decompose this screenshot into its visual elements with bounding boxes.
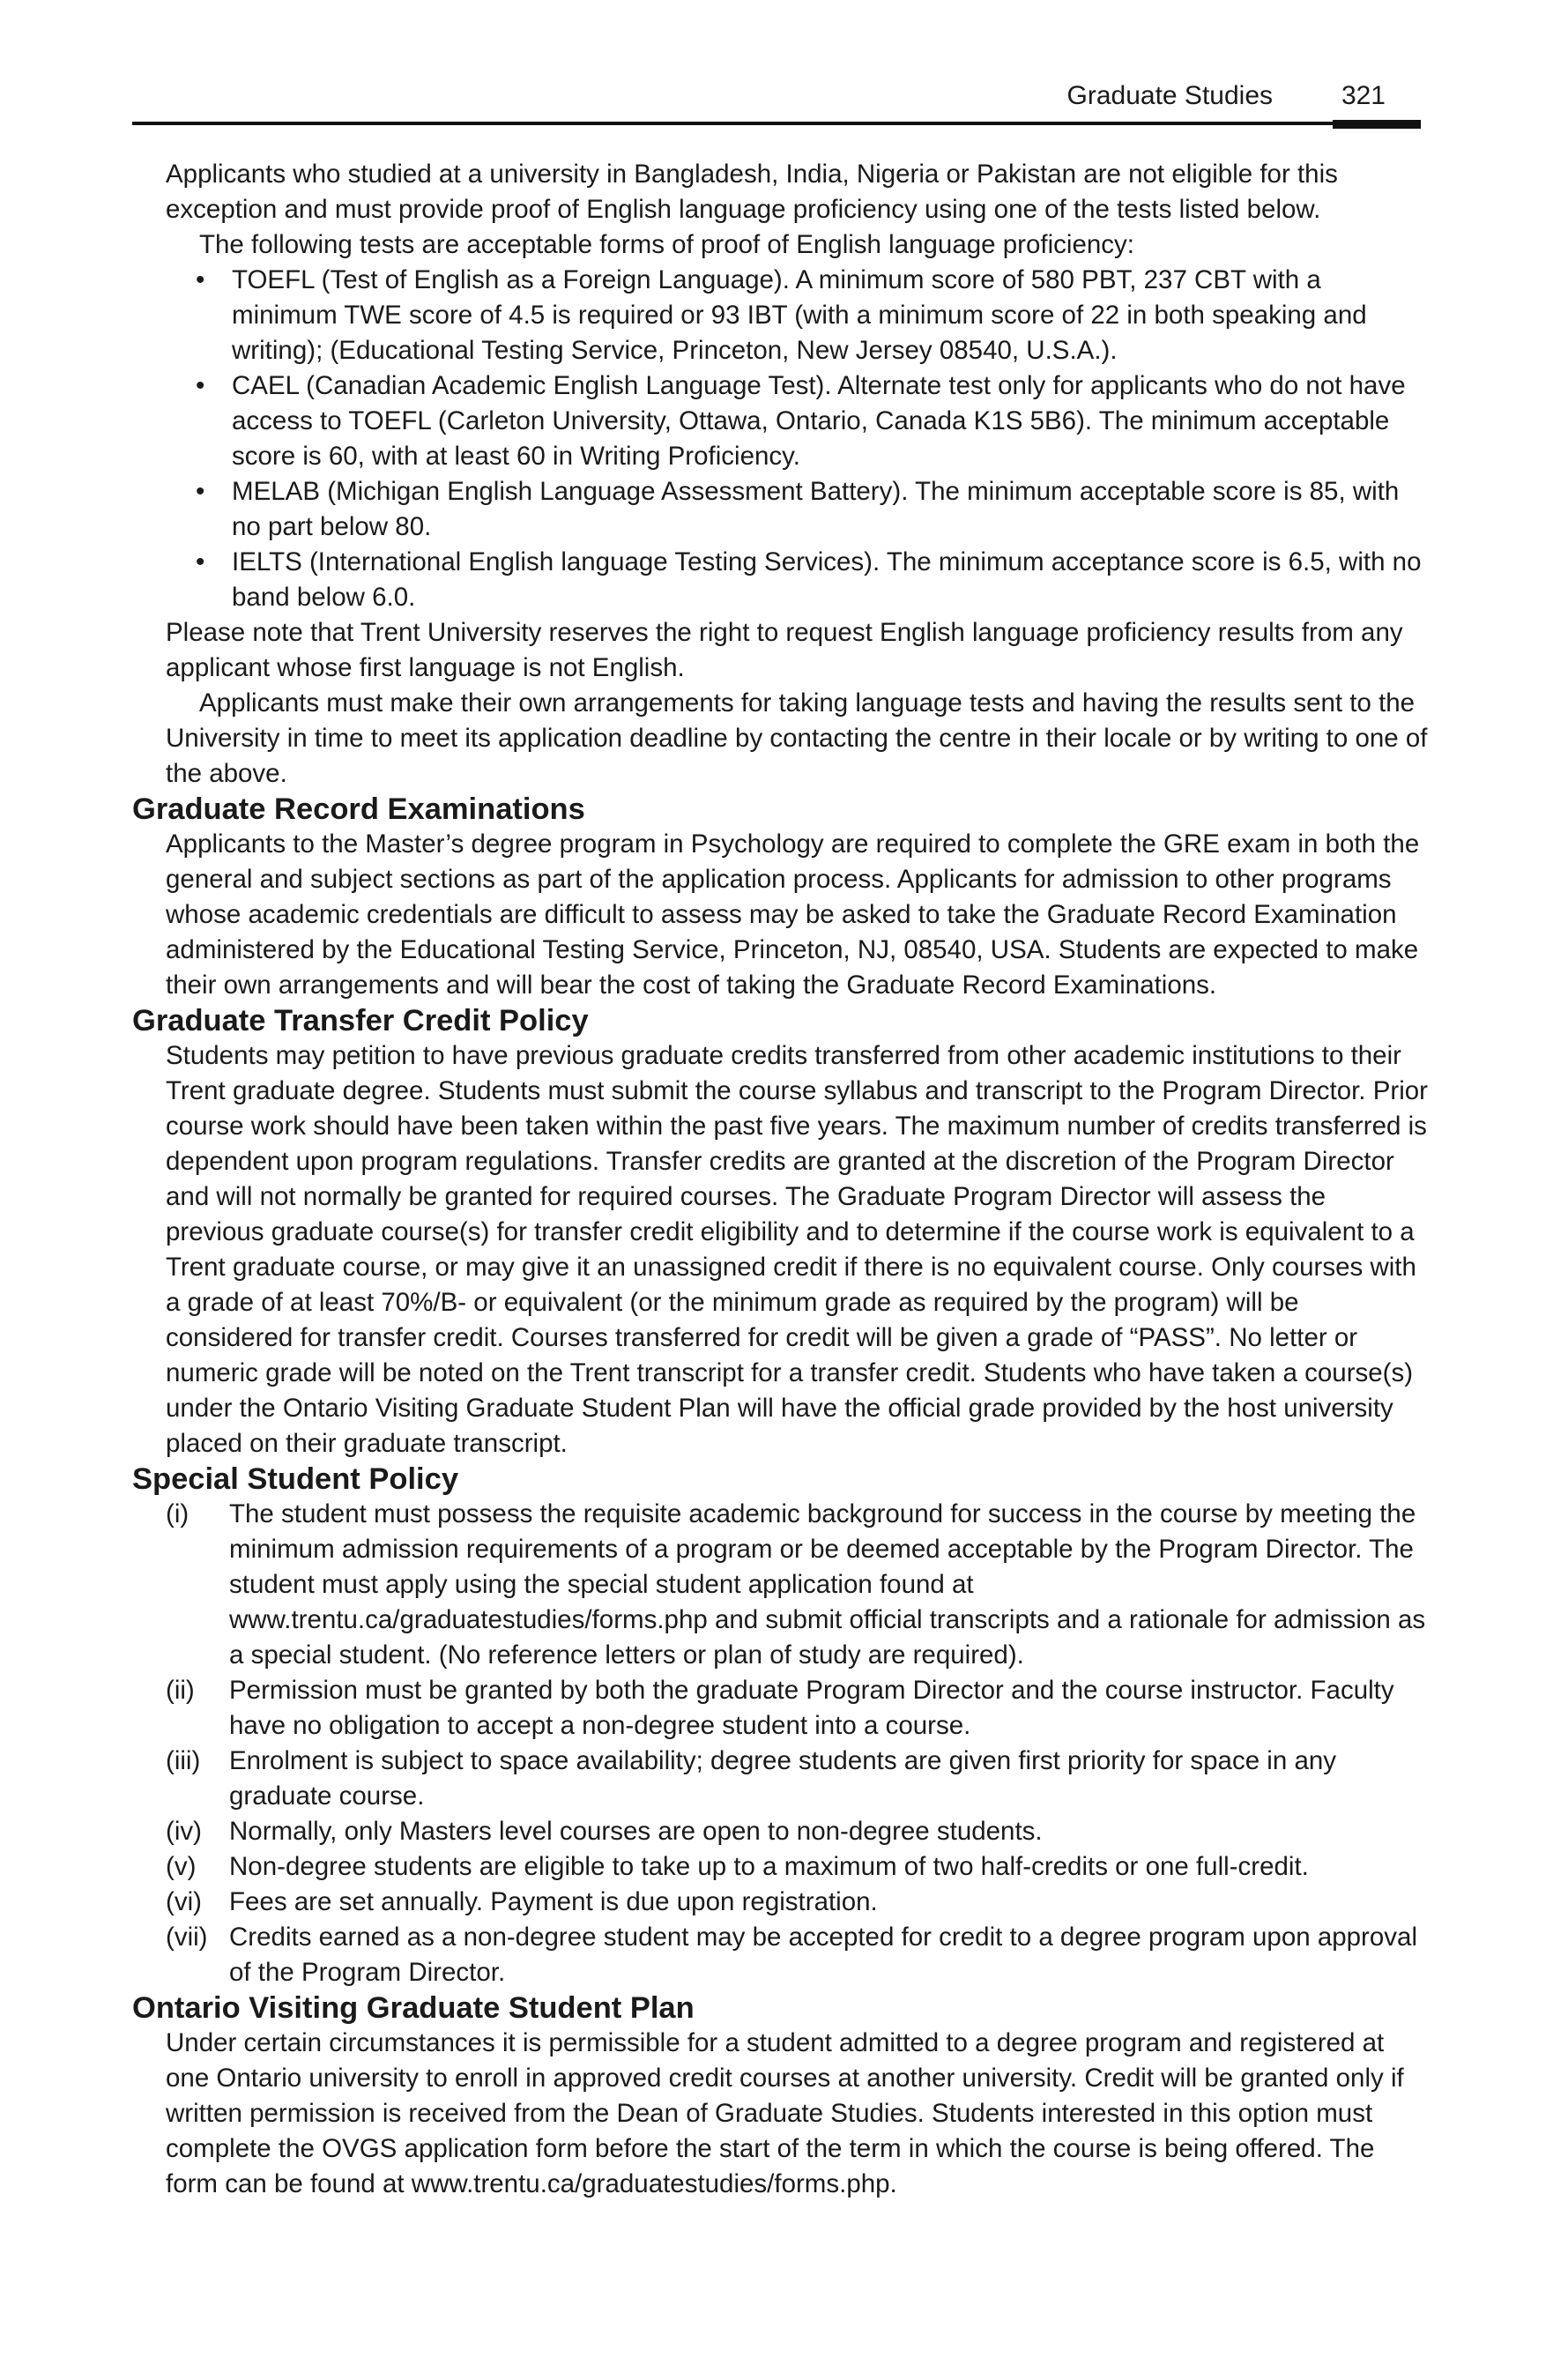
list-item-text: Non-degree students are eligible to take up to a maximum of two half-credits or one full-credit. xyxy=(229,1852,1309,1881)
list-item-text: CAEL (Canadian Academic English Language Test). Alternate test only for applicants who do not have access to TOEFL (Carleton University, Ottawa, Ontario, Canada K1S 5B6). The minimum acceptable score is 60, with at least 60 in Writing Proficiency. xyxy=(232,371,1406,471)
tests-list xyxy=(132,263,1428,615)
list-item xyxy=(166,368,1428,474)
bullet-icon: • xyxy=(196,265,205,294)
gre-paragraph: Applicants to the Master’s degree program in Psychology are required to complete the GRE exam in both the general and subject sections as part of the application process. Applicants for admission to other programs whose academic credentials are difficult to assess may be asked to take the Graduate Record Examination administered by the Educational Testing Service, Princeton, NJ, 08540, USA. Students are expected to make their own arrangements and will bear the cost of taking the Graduate Record Examinations. xyxy=(166,829,1420,1000)
list-item-text: Enrolment is subject to space availability; degree students are given first priority for space in any graduate course. xyxy=(229,1746,1337,1811)
list-item xyxy=(166,263,1428,368)
bullet-icon: • xyxy=(196,547,205,576)
arrangements-paragraph: Applicants must make their own arrangements for taking language tests and having the results sent to the University in time to meet its application deadline by contacting the centre in their locale or by writing to one of the above. xyxy=(166,688,1428,788)
list-item xyxy=(166,1920,1428,1990)
list-item-text: Normally, only Masters level courses are open to non-degree students. xyxy=(229,1817,1043,1846)
list-item xyxy=(166,474,1428,545)
list-item-text: MELAB (Michigan English Language Assessment Battery). The minimum acceptable score is 85, with no part below 80. xyxy=(232,477,1400,541)
list-item xyxy=(166,1849,1428,1885)
item-number: (vii) xyxy=(166,1923,208,1952)
bullet-icon: • xyxy=(196,477,205,506)
list-item xyxy=(166,1814,1428,1849)
item-number: (iii) xyxy=(166,1746,201,1775)
intro-paragraph: Applicants who studied at a university in Bangladesh, India, Nigeria or Pakistan are not eligible for this exception and must provide proof of English language proficiency using one of the tests listed below. xyxy=(166,160,1338,224)
bullet-icon: • xyxy=(196,371,205,400)
item-number: (iv) xyxy=(166,1817,202,1846)
ovgs-paragraph: Under certain circumstances it is permissible for a student admitted to a degree program and registered at one Ontario university to enroll in approved credit courses at another university. Credit will be granted only if written permission is received from the Dean of Graduate Studies. Students interested in this option must complete the OVGS application form before the start of the term in which the course is being offered. The form can be found at www.trentu.ca/graduatestudies/forms.php. xyxy=(166,2028,1404,2198)
list-item xyxy=(166,1497,1428,1673)
ovgs-heading: Ontario Visiting Graduate Student Plan xyxy=(132,1991,695,2025)
list-item-text: IELTS (International English language Testing Services). The minimum acceptance score is 6.5, with no band below 6.0. xyxy=(232,547,1422,612)
item-number: (i) xyxy=(166,1499,189,1528)
special-student-heading: Special Student Policy xyxy=(132,1462,459,1496)
transfer-credit-heading: Graduate Transfer Credit Policy xyxy=(132,1004,589,1038)
list-item xyxy=(166,545,1428,615)
running-header xyxy=(132,79,1421,132)
header-section-title: Graduate Studies xyxy=(1066,81,1273,110)
list-item-text: TOEFL (Test of English as a Foreign Language). A minimum score of 580 PBT, 237 CBT with a minimum TWE score of 4.5 is required or 93 IBT (with a minimum score of 22 in both speaking and writing); (Educational Testing Service, Princeton, New Jersey 08540, U.S.A.). xyxy=(232,265,1367,365)
list-item-text: Fees are set annually. Payment is due upon registration. xyxy=(229,1887,878,1916)
list-item-text: The student must possess the requisite academic background for success in the course by meeting the minimum admission requirements of a program or be deemed acceptable by the Program Director. The student must apply using the special student application found at www.trentu.ca/graduatestudies/forms.php and submit official transcripts and a rationale for admission as a special student. (No reference letters or plan of study are required). xyxy=(229,1499,1426,1670)
list-item xyxy=(166,1673,1428,1744)
tests-intro-paragraph: The following tests are acceptable forms of proof of English language proficiency: xyxy=(199,230,1134,259)
page-number: 321 xyxy=(1341,81,1386,110)
transfer-credit-paragraph: Students may petition to have previous graduate credits transferred from other academic institutions to their Trent graduate degree. Students must submit the course syllabus and transcript to the Program Director. Prior course work should have been taken within the past five years. The maximum number of credits transferred is dependent upon program regulations. Transfer credits are granted at the discretion of the Program Director and will not normally be granted for required courses. The Graduate Program Director will assess the previous graduate course(s) for transfer credit eligibility and to determine if the course work is equivalent to a Trent graduate course, or may give it an unassigned credit if there is no equivalent course. Only courses with a grade of at least 70%/B- or equivalent (or the minimum grade as required by the program) will be considered for transfer credit. Courses transferred for credit will be given a grade of “PASS”. No letter or numeric grade will be noted on the Trent transcript for a transfer credit. Students who have taken a course(s) under the Ontario Visiting Graduate Student Plan will have the official grade provided by the host university placed on their graduate transcript. xyxy=(166,1041,1428,1458)
item-number: (v) xyxy=(166,1852,197,1881)
gre-heading: Graduate Record Examinations xyxy=(132,792,585,826)
list-item xyxy=(166,1885,1428,1920)
list-item-text: Permission must be granted by both the graduate Program Director and the course instructor. Faculty have no obligation to accept a non-degree student into a course. xyxy=(229,1676,1394,1740)
list-item-text: Credits earned as a non-degree student may be accepted for credit to a degree program upon approval of the Program Director. xyxy=(229,1923,1417,1987)
page-body xyxy=(132,157,1428,2202)
item-number: (ii) xyxy=(166,1676,195,1705)
header-bar xyxy=(1333,120,1421,129)
list-item xyxy=(166,1744,1428,1814)
special-student-list xyxy=(132,1497,1428,1990)
proficiency-note-paragraph: Please note that Trent University reserves the right to request English language proficiency results from any applicant whose first language is not English. xyxy=(166,618,1403,682)
item-number: (vi) xyxy=(166,1887,202,1916)
header-rule xyxy=(132,122,1421,125)
